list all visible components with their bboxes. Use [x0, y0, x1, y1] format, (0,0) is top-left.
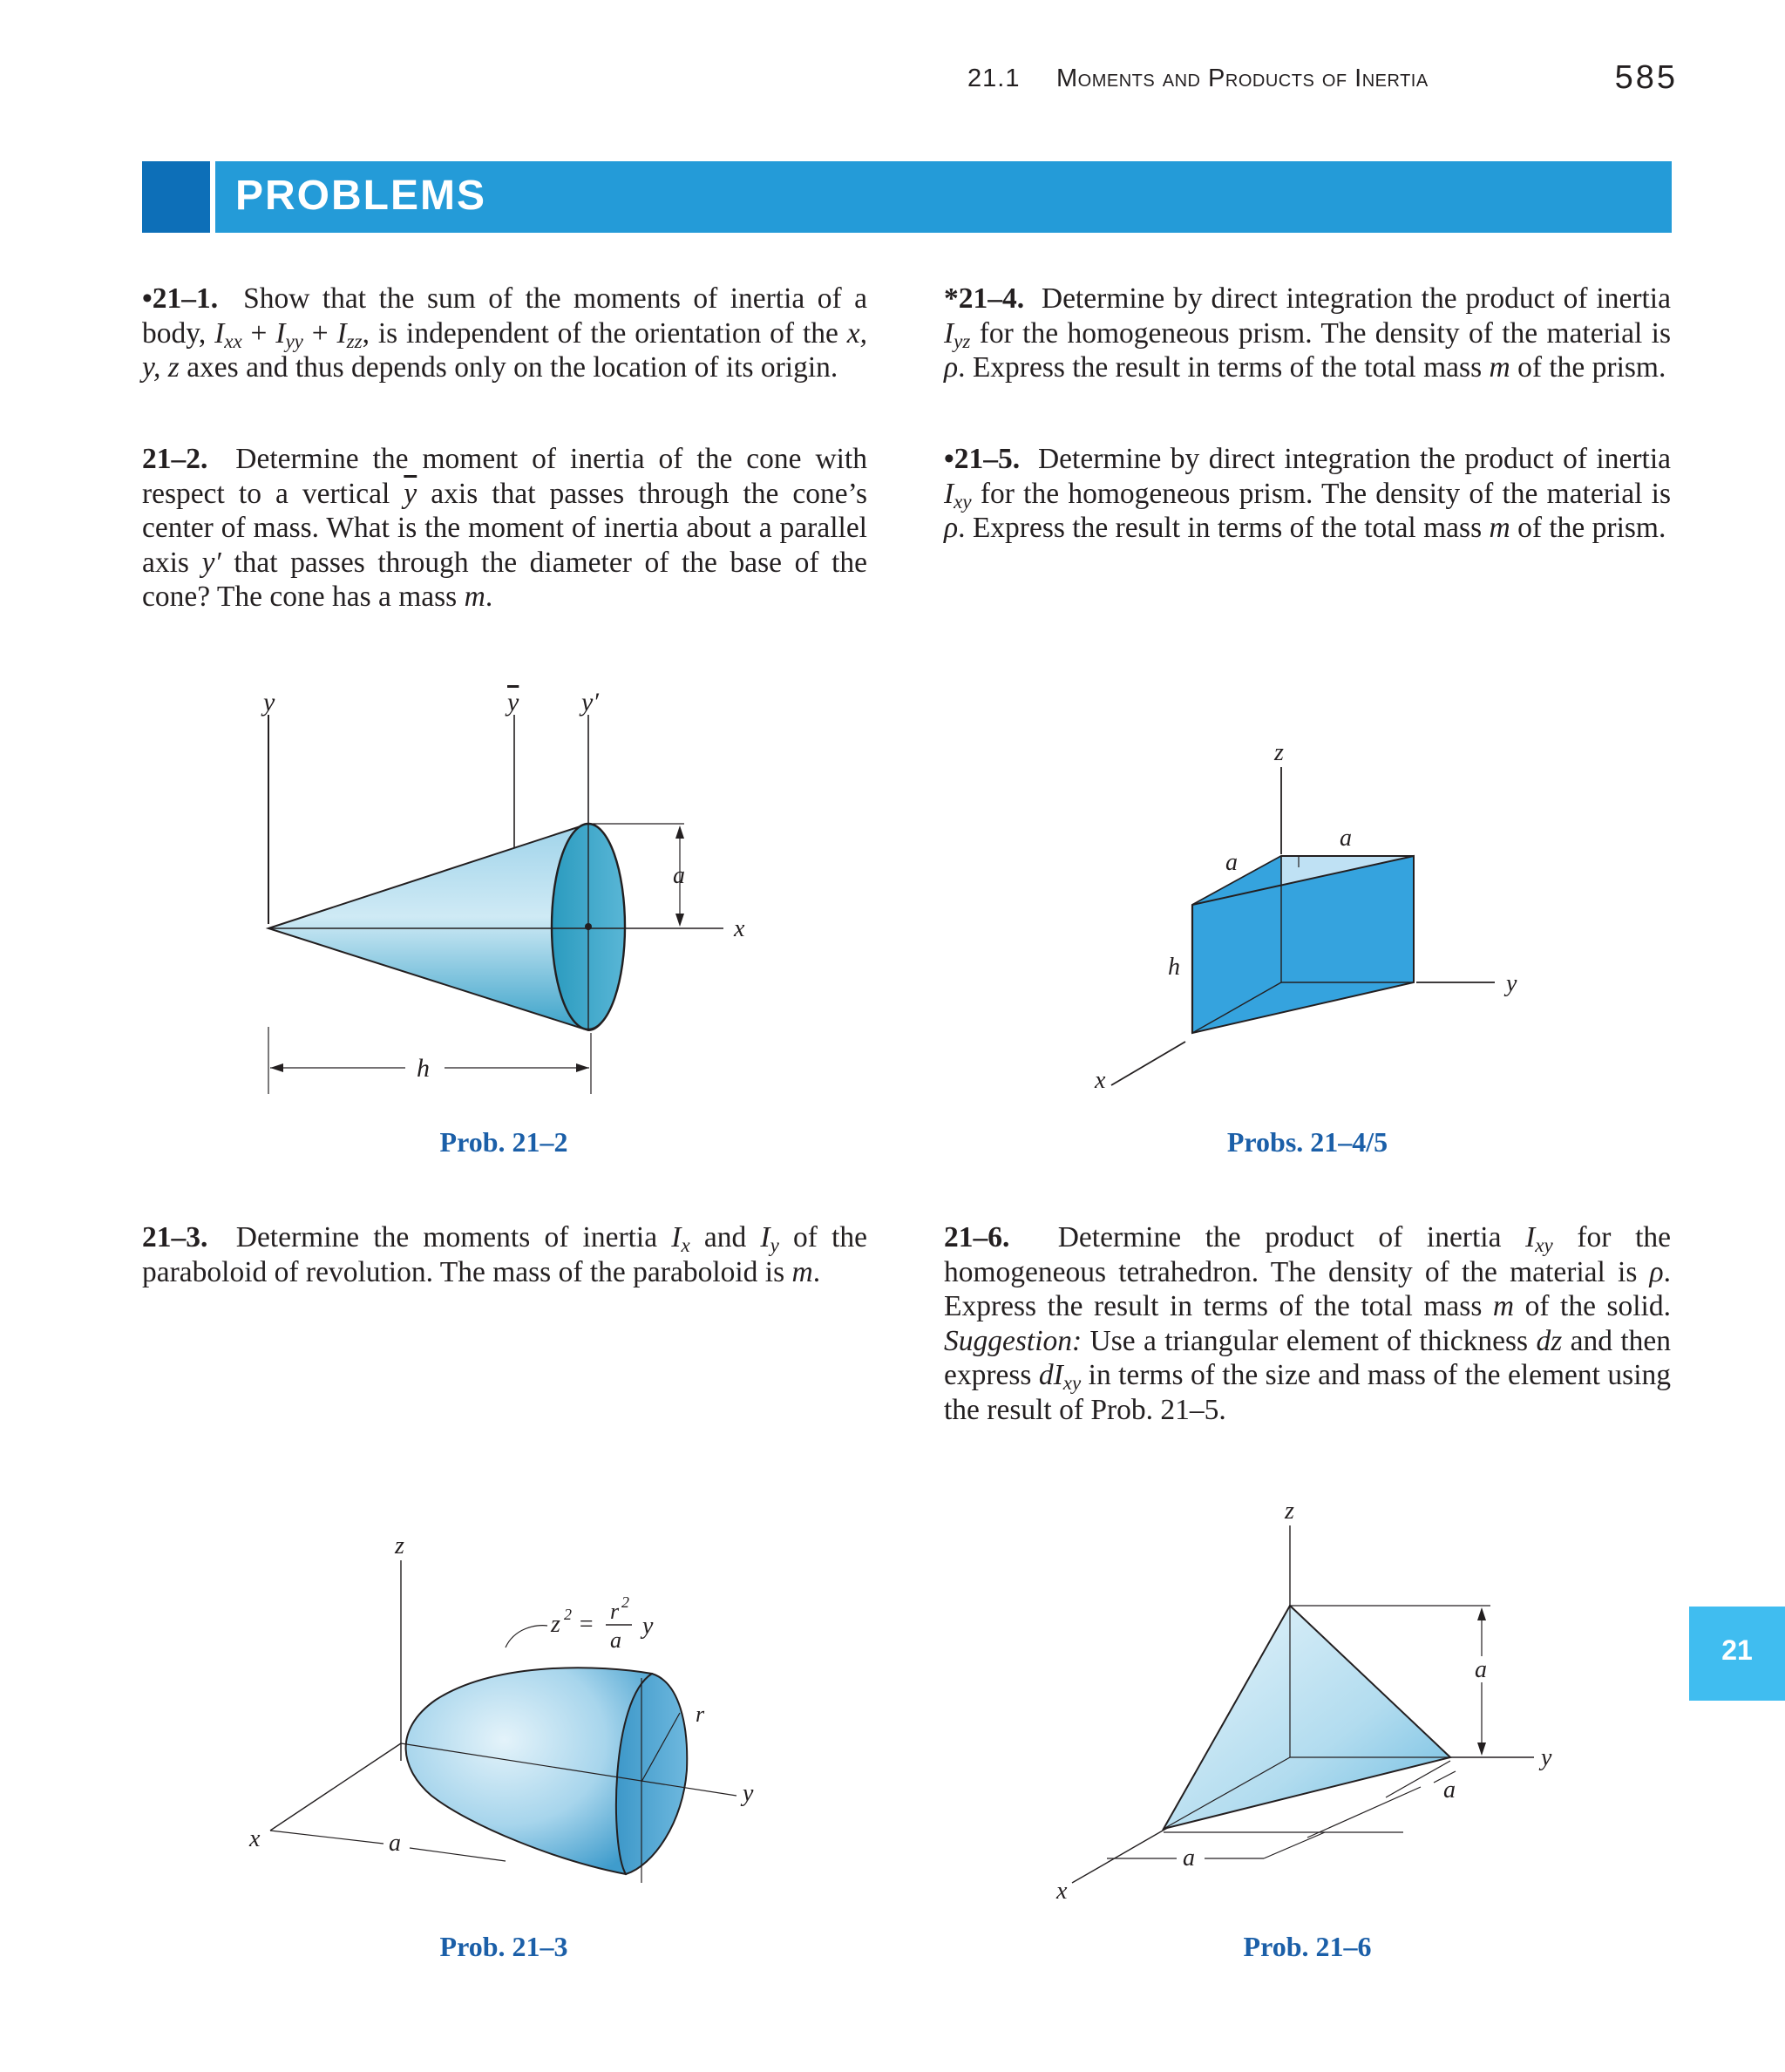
math-symbol: I	[671, 1221, 682, 1253]
label-a2: a	[1340, 825, 1352, 852]
banner-separator	[210, 161, 215, 233]
label-r: r	[696, 1702, 705, 1727]
x-axis-line	[270, 1743, 401, 1831]
equation-z: z	[551, 1611, 560, 1638]
problem-text: for the homogeneous tetrahedron. The density of the material is	[944, 1221, 1671, 1288]
label-a-bottom: a	[1183, 1844, 1195, 1872]
problem-text: axis that passes through the cone’s center of mass. What is the moment of inertia about a parallel axis	[142, 477, 867, 579]
problem-text: . Express the result in terms of the total mass	[958, 351, 1490, 384]
section-title: Moments and Products of Inertia	[1056, 65, 1429, 92]
equation-numerator-power: 2	[621, 1593, 629, 1611]
equation-numerator: r	[610, 1599, 620, 1624]
label-x: x	[1095, 1067, 1106, 1094]
math-subscript: y	[770, 1234, 779, 1256]
problem-text: Determine the product of inertia	[1057, 1221, 1526, 1253]
problems-banner	[142, 161, 1672, 233]
math-symbol: m	[1489, 351, 1510, 384]
math-symbol: I	[214, 316, 225, 350]
paraboloid-body	[406, 1668, 652, 1874]
dim-extension-line	[1264, 1832, 1325, 1858]
math-subscript: xy	[1535, 1234, 1553, 1256]
equation-equals: =	[578, 1611, 594, 1638]
label-x: x	[249, 1825, 261, 1852]
problem-text: of the paraboloid of revolution. The mass of the paraboloid is	[142, 1221, 868, 1288]
problem-21-6	[944, 1220, 1671, 1427]
tetrahedron-figure	[1037, 1491, 1595, 1909]
equation-leader	[506, 1626, 547, 1647]
problem-21-5	[944, 442, 1671, 546]
problem-number: •21–1.	[142, 282, 219, 315]
math-symbol: I	[944, 477, 954, 510]
a-dimension-line	[1307, 1787, 1421, 1838]
paraboloid-figure	[235, 1534, 793, 1900]
label-ybar: y	[507, 688, 519, 717]
label-a: a	[673, 862, 685, 889]
problem-text: Determine the moment of inertia of the cone with respect to a vertical	[142, 443, 867, 510]
math-symbol: I	[275, 316, 286, 350]
math-symbol: ρ	[1649, 1255, 1664, 1288]
arrowhead	[576, 1063, 589, 1072]
equation-y: y	[642, 1613, 654, 1640]
label-h: h	[417, 1054, 430, 1083]
label-z: z	[1285, 1498, 1294, 1525]
x-axis-line	[1111, 1042, 1185, 1085]
math-symbol: m	[1489, 512, 1510, 544]
label-z: z	[1274, 739, 1284, 766]
base-center-dot	[585, 923, 592, 930]
problem-21-2	[142, 442, 867, 615]
equation-denominator: a	[610, 1627, 621, 1653]
running-header	[967, 56, 1678, 108]
banner-dark-block	[142, 161, 210, 233]
problem-text: Determine the moments of inertia	[235, 1221, 672, 1253]
caption-prob-21-6: Prob. 21–6	[1243, 1931, 1372, 1962]
arrowhead	[1477, 1743, 1486, 1756]
math-symbol: I	[944, 316, 954, 350]
problem-text: .	[485, 581, 493, 613]
chapter-tab	[1689, 1607, 1785, 1701]
problem-text: of the prism.	[1510, 351, 1666, 384]
problem-number: 21–2.	[142, 443, 208, 475]
math-subscript: yz	[954, 329, 971, 352]
problem-text: , is independent of the orientation of the	[362, 316, 847, 350]
label-y: y	[1541, 1744, 1552, 1771]
label-y: y	[743, 1780, 754, 1807]
label-x: x	[734, 915, 745, 942]
problem-text: . Express the result in terms of the total mass	[958, 512, 1490, 544]
prism-front-face	[1192, 856, 1414, 1033]
problem-text: for the homogeneous prism. The density of the material is	[971, 477, 1671, 510]
problem-text: of the prism.	[1510, 512, 1666, 544]
problem-text: that passes through the diameter of the base of the cone? The cone has a mass	[142, 546, 867, 613]
caption-prob-21-2: Prob. 21–2	[439, 1126, 568, 1158]
math-symbol: I	[336, 316, 347, 350]
math-symbol: dI	[1038, 1359, 1063, 1391]
label-h: h	[1168, 954, 1180, 981]
math-symbol: m	[791, 1255, 813, 1288]
chapter-tab-label: 21	[1721, 1634, 1753, 1666]
a-dimension-line	[410, 1848, 506, 1861]
label-a-right: a	[1443, 1776, 1456, 1804]
math-subscript: yy	[285, 329, 303, 352]
arrowhead	[675, 825, 684, 839]
math-subscript: xy	[1062, 1372, 1082, 1394]
problem-text: in terms of the size and mass of the element using the result of Prob. 21–5.	[944, 1359, 1671, 1426]
math-subscript: xx	[224, 329, 242, 352]
problem-21-1	[142, 282, 867, 385]
caption-probs-21-4-5: Probs. 21–4/5	[1226, 1126, 1388, 1158]
prism-figure	[1072, 732, 1543, 1098]
math-symbol: ρ	[944, 351, 959, 384]
arrowhead	[675, 914, 684, 927]
section-number: 21.1	[967, 65, 1021, 92]
label-a-vertical: a	[1475, 1656, 1487, 1683]
label-yprime: y′	[581, 688, 599, 717]
problem-number: •21–5.	[944, 443, 1021, 475]
problem-text: .	[812, 1255, 821, 1288]
page-number: 585	[1614, 59, 1678, 96]
math-symbol: $\overline{y}$	[404, 477, 417, 510]
a-dimension-line	[270, 1831, 383, 1844]
problem-21-4	[944, 282, 1671, 385]
problem-text: and	[689, 1221, 761, 1253]
problem-number: *21–4.	[944, 282, 1025, 315]
arrowhead	[270, 1063, 283, 1072]
math-subscript: zz	[346, 329, 363, 352]
math-symbol: ρ	[944, 512, 959, 544]
math-symbol: m	[464, 581, 485, 613]
problem-text: for the homogeneous prism. The density of the material is	[970, 316, 1671, 350]
math-symbol: I	[1525, 1221, 1536, 1253]
equation-power: 2	[564, 1606, 572, 1623]
tetra-front-face	[1164, 1606, 1450, 1829]
label-x: x	[1056, 1878, 1068, 1905]
label-a1: a	[1225, 849, 1238, 876]
arrowhead	[1477, 1607, 1486, 1620]
problem-text: Show that the sum of the moments of inertia of a body,	[142, 282, 868, 350]
math-symbol: dz	[1536, 1324, 1563, 1357]
problem-text: Use a triangular element of thickness	[1082, 1324, 1537, 1357]
cone-figure	[200, 680, 793, 1116]
problem-number: 21–6.	[944, 1221, 1010, 1253]
math-symbol: m	[1492, 1290, 1515, 1322]
label-y: y	[263, 688, 275, 717]
problem-number: 21–3.	[142, 1221, 208, 1253]
math-symbol: I	[760, 1221, 770, 1253]
banner-title: PROBLEMS	[235, 173, 487, 219]
label-y: y	[1506, 970, 1517, 997]
problem-text: and then express	[944, 1324, 1671, 1391]
problem-21-3	[142, 1220, 867, 1289]
math-operator: +	[302, 316, 337, 350]
caption-prob-21-3: Prob. 21–3	[439, 1931, 568, 1962]
math-symbol: y′	[201, 546, 221, 579]
suggestion-label: Suggestion:	[944, 1324, 1083, 1357]
problem-text: Determine by direct integration the product of inertia	[1037, 443, 1671, 475]
problem-text: of the solid.	[1514, 1290, 1671, 1322]
math-symbol: x, y, z	[142, 316, 867, 384]
problem-text: . Express the result in terms of the total mass	[944, 1255, 1671, 1322]
problem-text: Determine by direct integration the product of inertia	[1041, 282, 1671, 315]
math-subscript: x	[681, 1234, 690, 1256]
label-a: a	[389, 1830, 401, 1857]
problem-text: axes and thus depends only on the location of its origin.	[179, 351, 838, 384]
math-subscript: xy	[954, 490, 972, 513]
label-z: z	[395, 1532, 404, 1559]
math-operator: +	[241, 316, 276, 350]
